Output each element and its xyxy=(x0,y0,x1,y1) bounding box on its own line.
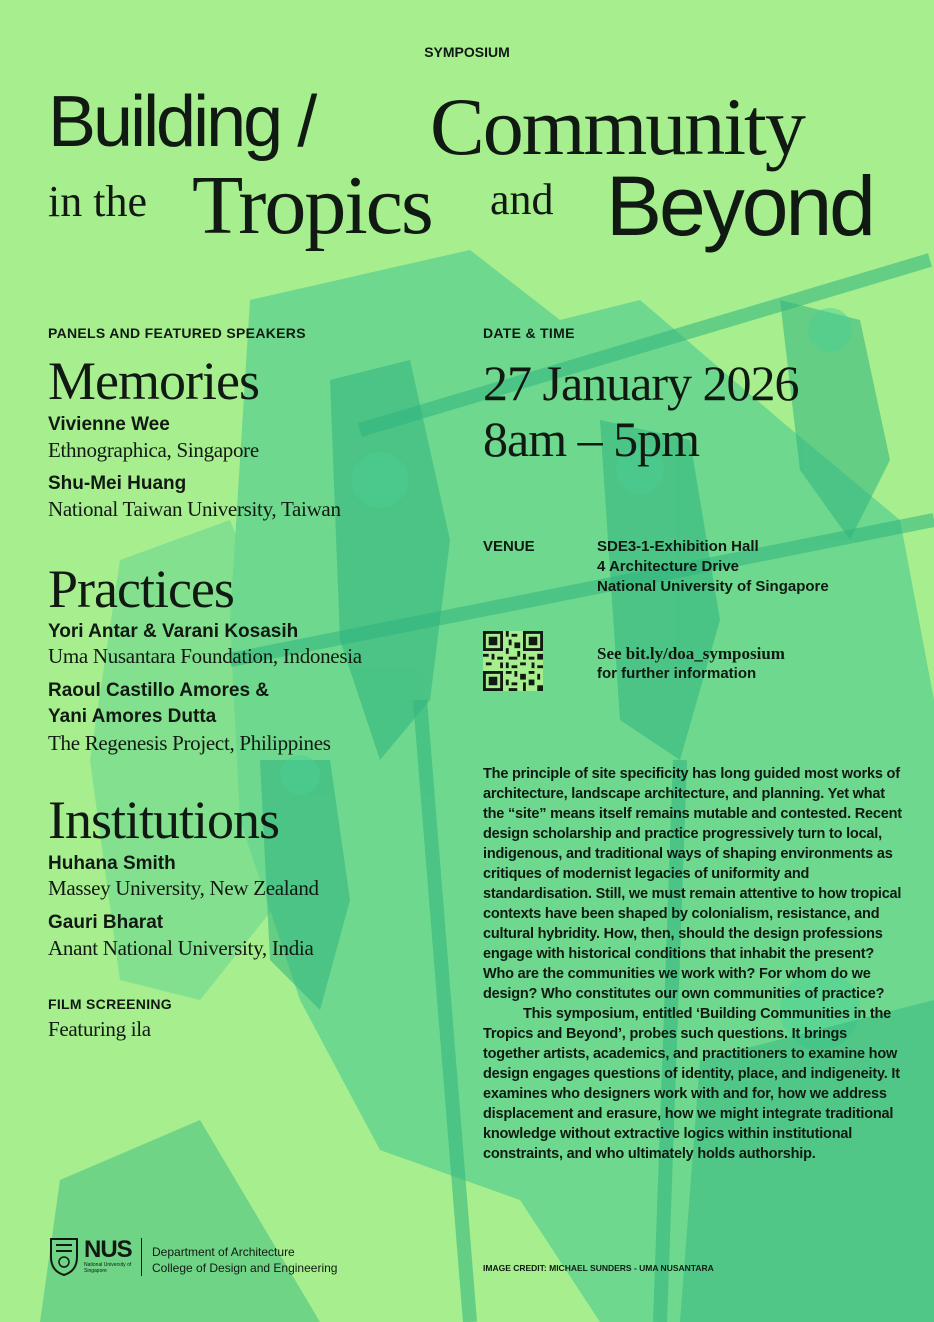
venue-line: 4 Architecture Drive xyxy=(597,558,740,575)
speaker-name: Vivienne Wee xyxy=(48,414,170,435)
event-date: 27 January 2026 xyxy=(483,355,799,411)
venue-line: National University of Singapore xyxy=(597,578,829,595)
speaker-name: Yori Antar & Varani Kosasih xyxy=(48,621,299,642)
speaker-name: Yani Amores Dutta xyxy=(48,706,217,727)
speaker-org: The Regenesis Project, Philippines xyxy=(48,731,331,755)
title-building: Building / xyxy=(48,82,315,162)
logo-divider xyxy=(141,1238,142,1276)
panel-title-institutions: Institutions xyxy=(48,790,280,850)
speaker-name: Shu-Mei Huang xyxy=(48,473,187,494)
speaker-org: Massey University, New Zealand xyxy=(48,876,319,900)
speaker-org: Uma Nusantara Foundation, Indonesia xyxy=(48,644,362,668)
date-heading: DATE & TIME xyxy=(483,325,575,341)
panels-heading: PANELS AND FEATURED SPEAKERS xyxy=(48,325,306,341)
film-heading: FILM SCREENING xyxy=(48,996,172,1012)
film-text: Featuring ila xyxy=(48,1017,151,1041)
speaker-org: Ethnographica, Singapore xyxy=(48,438,259,462)
title-in-the: in the xyxy=(48,177,147,226)
nus-subtitle: National University of Singapore xyxy=(84,1262,132,1274)
event-time: 8am – 5pm xyxy=(483,411,699,467)
description-text xyxy=(483,764,903,1164)
speaker-org: National Taiwan University, Taiwan xyxy=(48,497,341,521)
venue-label: VENUE xyxy=(483,538,535,555)
image-credit: IMAGE CREDIT: MICHAEL SUNDERS - UMA NUSANTARA xyxy=(483,1263,714,1273)
speaker-org: Anant National University, India xyxy=(48,936,314,960)
title-community: Community xyxy=(430,81,804,172)
speaker-name: Huhana Smith xyxy=(48,853,176,874)
panel-title-memories: Memories xyxy=(48,351,259,411)
symposium-label: SYMPOSIUM xyxy=(424,44,510,60)
speaker-name: Raoul Castillo Amores & xyxy=(48,680,270,701)
venue-line: SDE3-1-Exhibition Hall xyxy=(597,538,759,555)
nus-wordmark: NUS xyxy=(84,1236,132,1263)
college-name: College of Design and Engineering xyxy=(152,1261,338,1275)
title-beyond: Beyond xyxy=(606,159,873,253)
title-and: and xyxy=(490,175,554,224)
title-tropics: Tropics xyxy=(192,159,432,252)
info-text: for further information xyxy=(597,665,757,682)
speaker-name: Gauri Bharat xyxy=(48,912,164,933)
qr-code-icon[interactable] xyxy=(483,631,543,691)
info-link[interactable]: See bit.ly/doa_symposium xyxy=(597,644,785,663)
panel-title-practices: Practices xyxy=(48,559,234,619)
description-paragraph: The principle of site specificity has long guided most works of architecture, landscape architecture, and planning. Yet what the “site” means itself remains mutable and contested. Recent design scholarship and practice progressively turn to local, indigenous, and traditional ways of shaping environments as critiques of modernist legacies of uniformity and standardisation. Still, we must remain attentive to how tropical contexts have been shaped by colonialism, resistance, and cultural hybridity. How, then, should the design professions engage with historical conditions that inhabit the present? Who are the communities we work with? For whom do we design? Who constitutes our own communities of practice? xyxy=(483,766,902,1002)
department-name: Department of Architecture xyxy=(152,1245,295,1259)
description-paragraph: This symposium, entitled ‘Building Communities in the Tropics and Beyond’, probes such questions. It brings together artists, academics, and practitioners to examine how design engages questions of identity, place, and indigeneity. It examines who designers work with and for, how we address displacement and erasure, how we might integrate traditional knowledge without extractive logics within institutional constraints, and who ultimately holds authorship. xyxy=(483,1006,900,1162)
